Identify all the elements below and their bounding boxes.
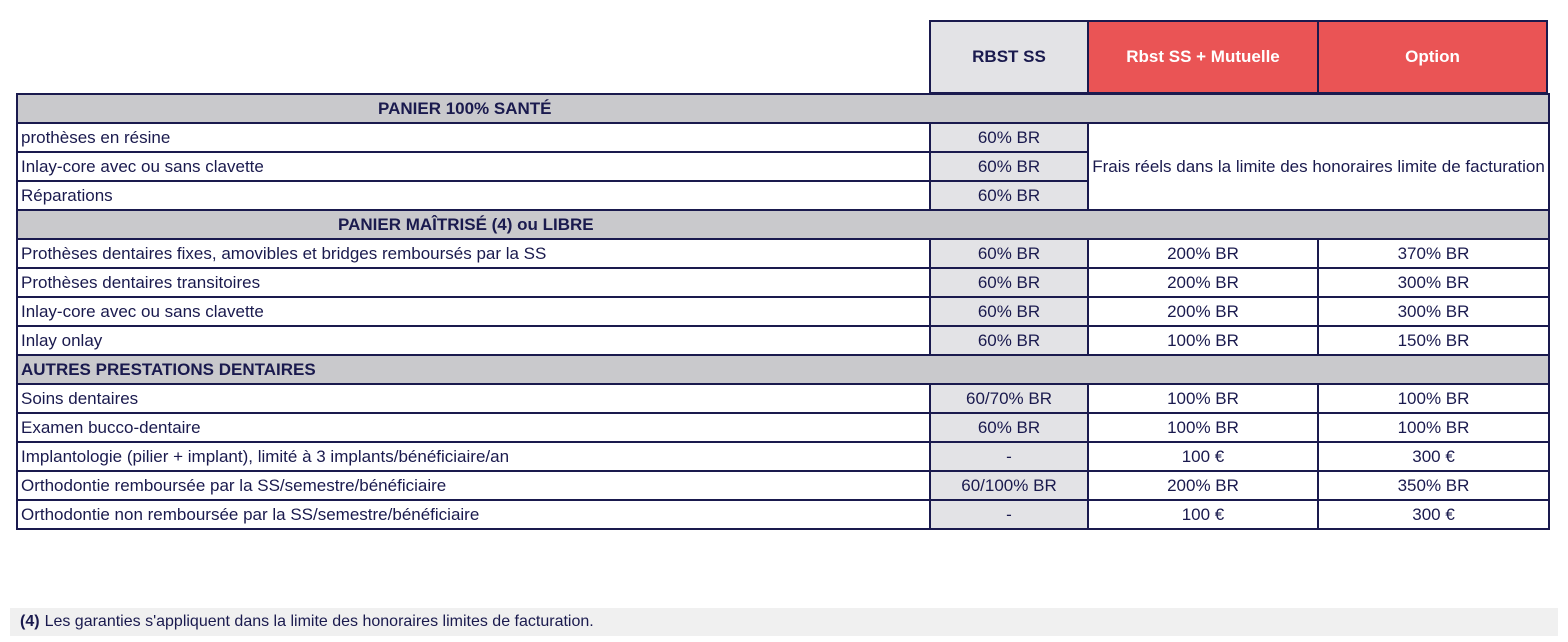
header-rbst-ss: RBST SS bbox=[929, 20, 1089, 94]
mutuelle-value: 100 € bbox=[1088, 442, 1318, 471]
table-row bbox=[17, 413, 1549, 442]
rbst-ss-value: 60% BR bbox=[930, 181, 1088, 210]
rbst-ss-value: - bbox=[930, 442, 1088, 471]
rbst-ss-value: 60% BR bbox=[930, 239, 1088, 268]
table-row bbox=[17, 384, 1549, 413]
section-title-panier-maitrise: PANIER MAÎTRISÉ (4) ou LIBRE bbox=[17, 210, 1549, 239]
option-value: 300 € bbox=[1318, 442, 1549, 471]
section-header-row bbox=[17, 94, 1549, 123]
row-label: Prothèses dentaires transitoires bbox=[17, 268, 930, 297]
section-title-autres-prestations: AUTRES PRESTATIONS DENTAIRES bbox=[17, 355, 1549, 384]
row-label: Inlay-core avec ou sans clavette bbox=[17, 297, 930, 326]
mutuelle-value: 100 € bbox=[1088, 500, 1318, 529]
mutuelle-value: 100% BR bbox=[1088, 326, 1318, 355]
row-label: Soins dentaires bbox=[17, 384, 930, 413]
merged-frais-reels-cell: Frais réels dans la limite des honoraires limite de facturation bbox=[1088, 123, 1549, 210]
row-label: Implantologie (pilier + implant), limité à 3 implants/bénéficiaire/an bbox=[17, 442, 930, 471]
section-title-panier-100-sante: PANIER 100% SANTÉ bbox=[17, 94, 1549, 123]
guarantees-table bbox=[16, 93, 1550, 530]
table-row bbox=[17, 239, 1549, 268]
option-value: 100% BR bbox=[1318, 384, 1549, 413]
row-label: Inlay-core avec ou sans clavette bbox=[17, 152, 930, 181]
mutuelle-value: 100% BR bbox=[1088, 384, 1318, 413]
row-label: Orthodontie remboursée par la SS/semestre/bénéficiaire bbox=[17, 471, 930, 500]
mutuelle-value: 200% BR bbox=[1088, 239, 1318, 268]
row-label: Orthodontie non remboursée par la SS/semestre/bénéficiaire bbox=[17, 500, 930, 529]
table-row bbox=[17, 123, 1549, 152]
section-header-row bbox=[17, 210, 1549, 239]
option-value: 350% BR bbox=[1318, 471, 1549, 500]
table-row bbox=[17, 471, 1549, 500]
rbst-ss-value: - bbox=[930, 500, 1088, 529]
row-label: Inlay onlay bbox=[17, 326, 930, 355]
rbst-ss-value: 60% BR bbox=[930, 326, 1088, 355]
option-value: 300% BR bbox=[1318, 268, 1549, 297]
mutuelle-value: 200% BR bbox=[1088, 268, 1318, 297]
mutuelle-value: 200% BR bbox=[1088, 297, 1318, 326]
row-label: Réparations bbox=[17, 181, 930, 210]
row-label: prothèses en résine bbox=[17, 123, 930, 152]
table-row bbox=[17, 500, 1549, 529]
header-option: Option bbox=[1317, 20, 1548, 94]
rbst-ss-value: 60% BR bbox=[930, 152, 1088, 181]
option-value: 150% BR bbox=[1318, 326, 1549, 355]
rbst-ss-value: 60% BR bbox=[930, 123, 1088, 152]
rbst-ss-value: 60% BR bbox=[930, 413, 1088, 442]
table-row bbox=[17, 442, 1549, 471]
table-row bbox=[17, 297, 1549, 326]
mutuelle-value: 200% BR bbox=[1088, 471, 1318, 500]
header-rbst-ss-mutuelle: Rbst SS + Mutuelle bbox=[1087, 20, 1319, 94]
rbst-ss-value: 60% BR bbox=[930, 268, 1088, 297]
option-value: 100% BR bbox=[1318, 413, 1549, 442]
footnote-marker: (4) bbox=[20, 613, 40, 630]
footnote-text: Les garanties s'appliquent dans la limite des honoraires limites de facturation. bbox=[44, 613, 594, 630]
row-label: Examen bucco-dentaire bbox=[17, 413, 930, 442]
footnote bbox=[10, 608, 1558, 636]
row-label: Prothèses dentaires fixes, amovibles et bridges remboursés par la SS bbox=[17, 239, 930, 268]
section-header-row bbox=[17, 355, 1549, 384]
option-value: 300% BR bbox=[1318, 297, 1549, 326]
rbst-ss-value: 60/70% BR bbox=[930, 384, 1088, 413]
table-row bbox=[17, 326, 1549, 355]
table-row bbox=[17, 268, 1549, 297]
option-value: 300 € bbox=[1318, 500, 1549, 529]
option-value: 370% BR bbox=[1318, 239, 1549, 268]
rbst-ss-value: 60/100% BR bbox=[930, 471, 1088, 500]
rbst-ss-value: 60% BR bbox=[930, 297, 1088, 326]
mutuelle-value: 100% BR bbox=[1088, 413, 1318, 442]
